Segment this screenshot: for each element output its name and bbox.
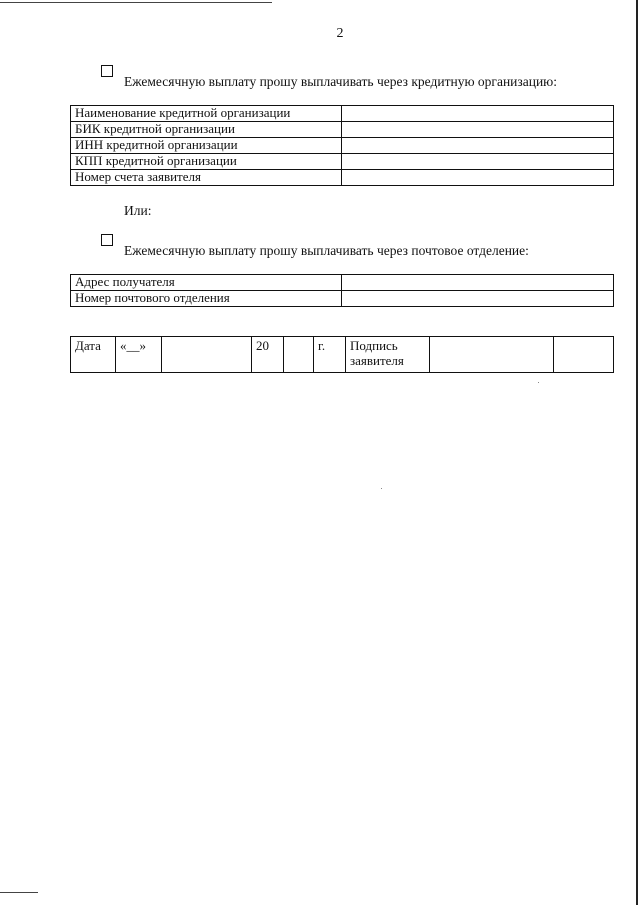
month-field[interactable] — [162, 337, 251, 370]
year-cell — [284, 337, 314, 373]
year-prefix: 20 — [252, 337, 284, 373]
recipient-address-label: Адрес получателя — [71, 275, 342, 291]
account-number-field[interactable] — [342, 170, 613, 184]
table-row — [71, 291, 614, 307]
signature-label-line1: Подпись — [350, 338, 398, 353]
signature-label-line2: заявителя — [350, 353, 404, 368]
or-label: Или: — [124, 203, 152, 218]
scan-speck — [381, 488, 382, 489]
scan-artifact-right-edge — [636, 0, 638, 905]
bank-inn-field[interactable] — [342, 138, 613, 152]
bank-bik-cell — [342, 122, 614, 138]
bank-bik-field[interactable] — [342, 122, 613, 136]
scan-artifact-top — [0, 2, 272, 3]
recipient-address-cell — [342, 275, 614, 291]
month-cell — [162, 337, 252, 373]
post-office-number-label: Номер почтового отделения — [71, 291, 342, 307]
bank-inn-label: ИНН кредитной организации — [71, 138, 342, 154]
post-office-number-cell — [342, 291, 614, 307]
date-label: Дата — [71, 337, 116, 373]
year-suffix: г. — [314, 337, 346, 373]
table-row — [71, 170, 614, 186]
post-option-checkbox[interactable] — [101, 234, 113, 246]
post-details-table — [70, 274, 614, 307]
table-row — [71, 275, 614, 291]
account-number-cell — [342, 170, 614, 186]
post-office-number-field[interactable] — [342, 291, 613, 305]
recipient-address-field[interactable] — [342, 275, 613, 289]
bank-name-field[interactable] — [342, 106, 613, 120]
signature-label — [346, 337, 430, 373]
date-signature-table — [70, 336, 614, 373]
bank-bik-label: БИК кредитной организации — [71, 122, 342, 138]
bank-inn-cell — [342, 138, 614, 154]
account-number-label: Номер счета заявителя — [71, 170, 342, 186]
bank-kpp-cell — [342, 154, 614, 170]
signature-extra-cell — [554, 337, 614, 373]
bank-kpp-field[interactable] — [342, 154, 613, 168]
table-row — [71, 106, 614, 122]
bank-option-text: Ежемесячную выплату прошу выплачивать через кредитную организацию: — [124, 74, 558, 89]
signature-extra-field[interactable] — [554, 337, 613, 370]
table-row — [71, 154, 614, 170]
bank-name-cell — [342, 106, 614, 122]
bank-kpp-label: КПП кредитной организации — [71, 154, 342, 170]
table-row — [71, 138, 614, 154]
post-option-text: Ежемесячную выплату прошу выплачивать через почтовое отделение: — [124, 243, 529, 258]
bank-name-label: Наименование кредитной организации — [71, 106, 342, 122]
scan-speck — [538, 382, 539, 383]
table-row — [71, 337, 614, 373]
page-number: 2 — [336, 26, 344, 41]
bank-details-table — [70, 105, 614, 186]
signature-cell — [430, 337, 554, 373]
year-field[interactable] — [284, 337, 313, 370]
signature-field[interactable] — [430, 337, 553, 370]
day-placeholder: «__» — [116, 337, 162, 373]
scan-artifact-bottom — [0, 892, 38, 893]
bank-option-checkbox[interactable] — [101, 65, 113, 77]
table-row — [71, 122, 614, 138]
